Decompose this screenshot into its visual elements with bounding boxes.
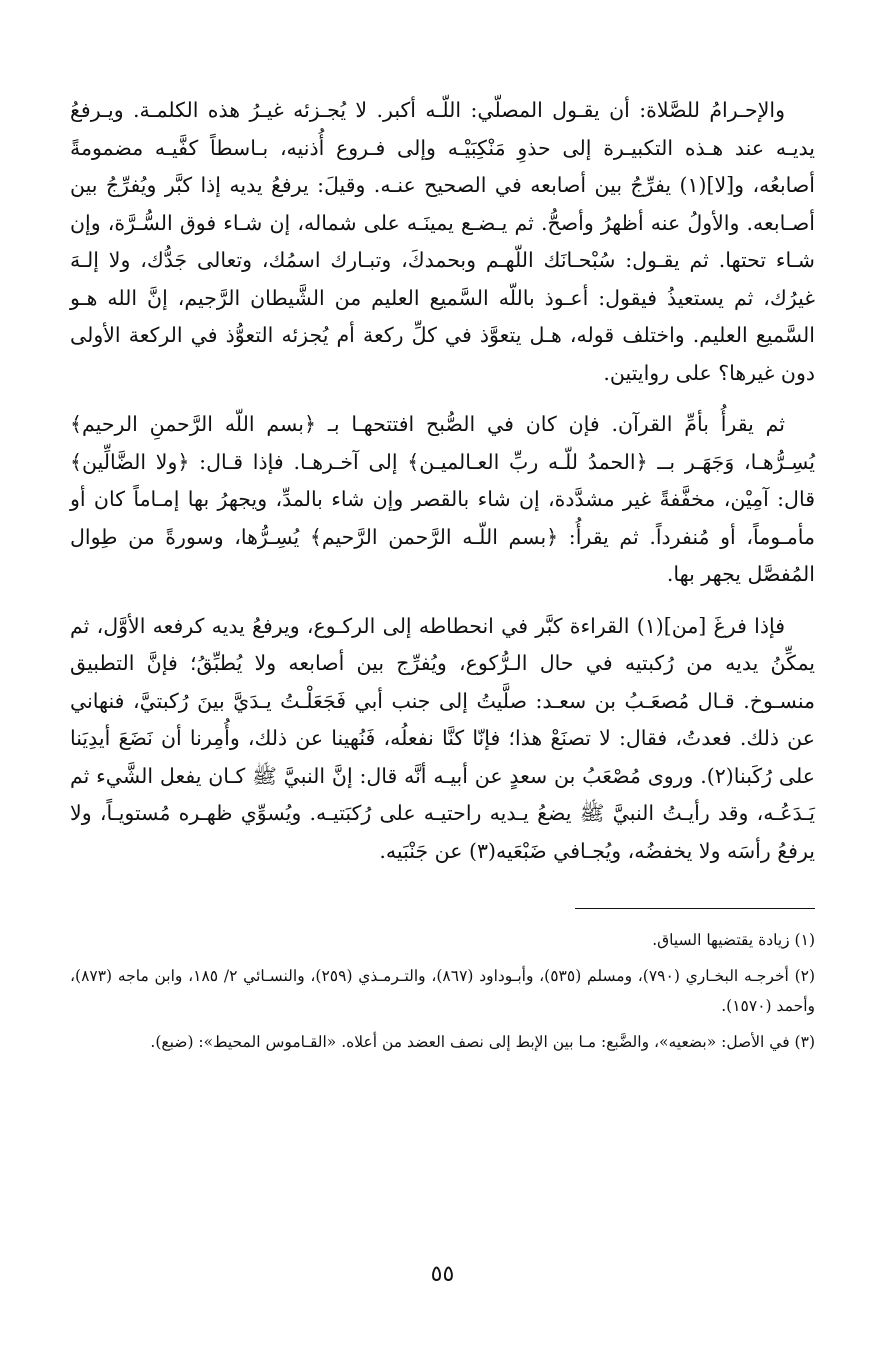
page-number: ٥٥ xyxy=(430,1262,455,1287)
footnotes xyxy=(70,925,815,1057)
footnote-3: (٣) في الأصل: «بضعيه»، والضَّبع: مـا بين الإبط إلى نصف العضد من أعلاه. «القـاموس المحيط»: (ضبع). xyxy=(150,1033,815,1051)
footnote-separator xyxy=(575,908,815,909)
main-text xyxy=(70,92,815,870)
footnote-1: (١) زيادة يقتضيها السياق. xyxy=(652,931,815,949)
paragraph-ihram: والإحـرامُ للصَّلاة: أن يقـول المصلّي: اللّـه أكبر. لا يُجـزئه غيـرُ هذه الكلمـة. ويـرفعُ يديـه عند هـذه التكبيـرة إلى حذوِ مَنْكِبَيْـه وإلى فـروع أُذنيه، بـاسطاً كفَّيـه مضمومةً أصابعُه، و[لا](١) يفرِّجُ بين أصابعه في الصحيح عنـه. وقيلَ: يرفعُ يديه إذا كبَّر ويُفرِّجُ بين أصـابعه. والأولُ عنه أظهرُ وأصحُّ. ثم يـضـع يمينَـه على شماله، إن شـاء فوق السُّـرَّة، وإن شـاء تحتها. ثم يقـول: سُبْحـانَك اللّهـم وبحمدكَ، وتبـارك اسمُك، وتعالى جَدُّك، ولا إلـهَ غيرُك، ثم يستعيذُ فيقول: أعـوذ باللّه السَّميع العليم من الشَّيطان الرَّجيم، إنَّ الله هـو السَّميع العليم. واختلف قوله، هـل يتعوَّذ في كلِّ ركعة أم يُجزئه التعوُّذ في الركعة الأولى دون غيرها؟ على روايتين. xyxy=(70,98,816,385)
paragraph-ruku: فإذا فرغَ [من](١) القراءة كبَّر في انحطاطه إلى الركـوع، ويرفعُ يديه كرفعه الأوَّل، ثم يمكِّنُ يديه من رُكبتيه في حال الـرُّكوع، ويُفرِّج بين أصابعه ولا يُطبِّقُ؛ فإنَّ التطبيق منسـوخ. قـال مُصعَـبُ بن سعـد: صلَّيتُ إلى جنب أبي فَجَعَلْـتُ يـدَيَّ بينَ رُكبتيَّ، فنهاني عن ذلك. فعدتُ، فقال: لا تصنَعْ هذا؛ فإنّا كنَّا نفعلُه، فَنُهينا عن ذلك، وأُمِرنا أن نَضَعَ أيدِيَنا على رُكَبنا(٢). وروى مُصْعَبُ بن سعدٍ عن أبيـه أنَّه قال: إنَّ النبيَّ ﷺ كـان يفعل الشَّيء ثم يَـدَعُـه، وقد رأيـتُ النبيَّ ﷺ يضعُ يـديه راحتيـه على رُكبَتيـه. ويُسوِّي ظهـره مُستويـاً، ولا يرفعُ رأسَه ولا يخفضُه، ويُجـافي ضَبْعَيه(٣) عن جَنْبَيه. xyxy=(70,613,815,863)
paragraph-fatiha: ثم يقرأُ بأمِّ القرآن. فإن كان في الصُّبح افتتحهـا بـ ﴿بسم اللّه الرَّحمنِ الرحيم﴾ يُسِـرُّهـا، وَجَهَـر بــ ﴿الحمدُ للّـه ربِّ العـالميـن﴾ إلى آخـرهـا. فإذا قـال: ﴿ولا الضَّالِّين﴾ قال: آمِيْن، مخفَّفةً غير مشدَّدة، إن شاء بالقصر وإن شاء بالمدِّ، ويجهرُ بها إمـاماً كان أو مأمـوماً، أو مُنفرداً. ثم يقرأُ: ﴿بسم اللّـه الرَّحمن الرَّحيم﴾ يُسِـرُّها، وسورةً من طِوال المُفصَّل يجهر بها. xyxy=(70,412,815,586)
footnote-2: (٢) أخرجـه البخـاري (٧٩٠)، ومسلم (٥٣٥)، وأبـوداود (٨٦٧)، والتـرمـذي (٢٥٩)، والنسـائي ٢/ ١٨٥، وابن ماجه (٨٧٣)، وأحمد (١٥٧٠). xyxy=(70,967,816,1015)
book-page xyxy=(70,92,815,1328)
